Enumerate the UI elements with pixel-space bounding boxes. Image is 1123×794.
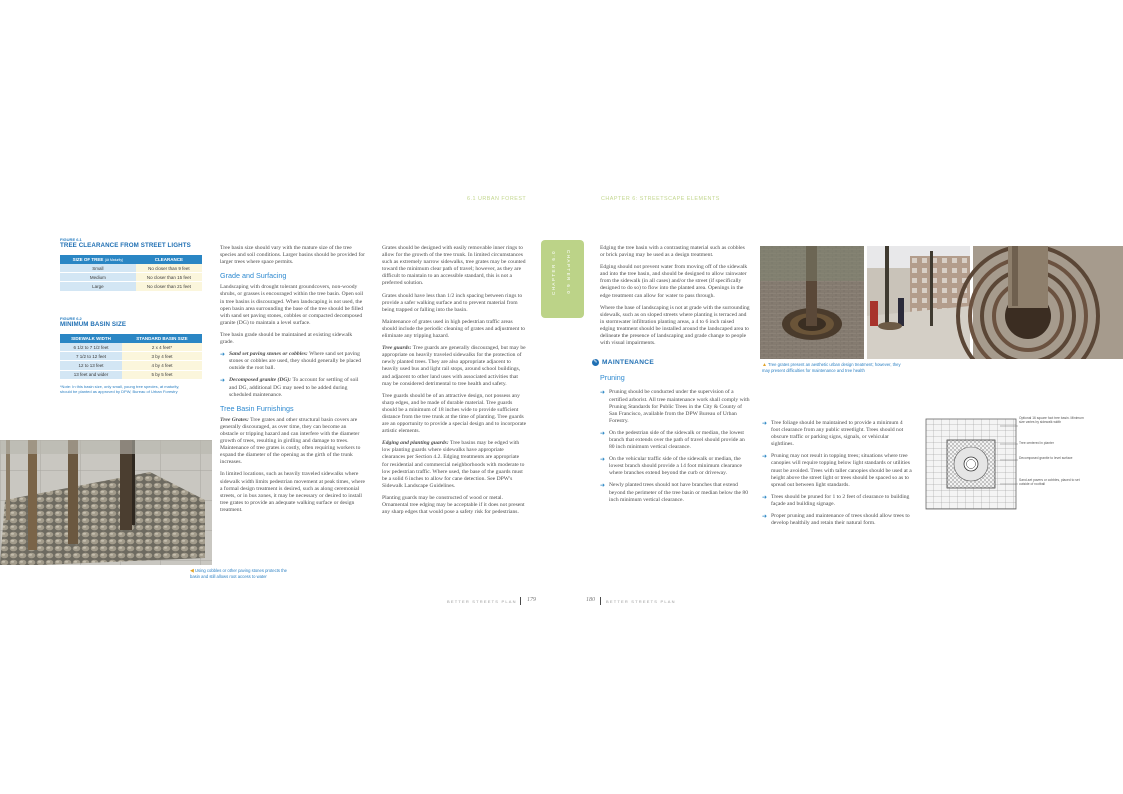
table-header: SIZE OF TREE (At Maturity) (60, 255, 136, 264)
arrow-icon: ➜ (762, 493, 768, 501)
table-cell: Small (60, 264, 136, 273)
figure-clearance (60, 237, 202, 292)
table-row (60, 352, 202, 361)
figure-basin (60, 316, 202, 394)
table-note: *Note: In this basin size, only small, young tree species, at maturity, should be planted as approved by DPW, Bureau of Urban Forestry (60, 383, 180, 394)
arrow-icon: ➜ (600, 456, 606, 464)
paragraph: Edging should not prevent water from moving off of the sidewalk and into the tree basin, and should be designed to allow rainwater from the sidewalk (in all cases) and/or the street (if specifically designed to do so) to flow into the planted area. Openings in the edge treatment can allow for water to pass through. (600, 264, 748, 299)
figure-label: FIGURE 6.1 (60, 237, 82, 242)
page-number-right: 180 (586, 597, 595, 603)
caption-arrow-icon: ◀ (190, 568, 194, 574)
body-column-2 (220, 245, 365, 519)
table-row (60, 370, 202, 379)
list-item: ➜ Decomposed granite (DG): To account for settling of soil and DG, additional DG may need to be added during scheduled maintenance. (220, 377, 359, 398)
tree-grate-photos (760, 246, 1123, 359)
body-column-3 (382, 245, 527, 521)
photo-caption-left (190, 568, 290, 579)
chapter-tab (541, 240, 584, 318)
paragraph: Tree guards: Tree guards are generally discouraged, but may be appropriate on heavily traveled sidewalks for the protection of newly planted trees. They are also appropriate adjacent to heavily used bus and light rail stops, around school buildings, and adjacent to other land uses with associated activities that may be considered detrimental to tree health and safety. (382, 345, 526, 387)
list-item: ➜ Pruning should be conducted under the supervision of a certified arborist. All tree maintenance work shall comply with Pruning Standards for Public Trees in the City & County of San Francisco, available from the DPW Bureau of Urban Forestry. (600, 389, 750, 424)
caption-text: Tree grates present an aesthetic urban design treatment; however, they may present difficulties for maintenance and tree health (762, 362, 901, 374)
list-item: ➜ Trees should be pruned for 1 to 2 feet of clearance to building façade and building signage. (762, 493, 910, 507)
paragraph: Edging the tree basin with a contrasting material such as cobbles or brick paving may be used as a design treatment. (600, 245, 745, 259)
bullet-list (600, 389, 750, 503)
paragraph: Tree basin grade should be maintained at existing sidewalk grade. (220, 331, 353, 346)
cobble-basin-photo (0, 440, 212, 565)
table-cell: No closer than 15 feet (136, 273, 202, 282)
table-cell: 12 to 13 feet (60, 361, 122, 370)
footer-left-text: BETTER STREETS PLAN (447, 599, 517, 604)
table-cell: 6 1/2 to 7 1/2 feet (60, 343, 122, 352)
paragraph: Grates should have less than 1/2 inch spacing between rings to provide a safer walking surface and to prevent material from being trapped or falling into the basin. (382, 292, 523, 313)
bullet-list (220, 351, 365, 399)
table-cell: Medium (60, 273, 136, 282)
figure-title: TREE CLEARANCE FROM STREET LIGHTS (60, 242, 191, 249)
arrow-icon: ➜ (220, 351, 226, 359)
paragraph: Maintenance of grates used in high pedestrian traffic areas should include the periodic cleaning of grates and adjustment to eliminate any tripping hazard. (382, 318, 526, 340)
photo-caption-right (762, 362, 902, 373)
table-cell: 2 x 4 feet* (122, 343, 202, 352)
page-number-left: 179 (527, 597, 536, 603)
table-cell: Large (60, 282, 136, 291)
subheading-grade: Grade and Surfacing (220, 271, 287, 281)
tree-grate-images (760, 246, 1123, 359)
list-item: ➜ On the vehicular traffic side of the sidewalk or median, the lowest branch should provide a 14 foot minimum clearance where branches extend beyond the curb or driveway. (600, 456, 742, 477)
diagram-label: Optional 16 square foot tree basin. Minimum size varies by sidewalk width (1019, 416, 1084, 424)
footer-right-text: BETTER STREETS PLAN (606, 599, 676, 604)
table-cell: 5 by 5 feet (122, 370, 202, 379)
header-right: CHAPTER 6: STREETSCAPE ELEMENTS (601, 196, 720, 202)
paragraph: Tree guards should be of an attractive design, not possess any sharp edges, and be made of durable material. Tree guards should be a minimum of 18 inches wide to provide sufficient distance from the tree trunk at the time of planting. Tree guards are an opportunity to provide a special design and to incorporate artistic elements. (382, 392, 527, 435)
paragraph: In limited locations, such as heavily traveled sidewalks where sidewalk width limits pedestrian movement at peak times, where a formal design treatment is desired, such as along ceremonial streets, or in bus zones, it may be necessary or desired to install tree grates to provide an adequate walking surface or design treatment. (220, 471, 365, 513)
arrow-icon: ➜ (600, 389, 606, 397)
table-cell: No closer than 9 feet (136, 264, 202, 273)
paragraph: Tree basin size should vary with the mature size of the tree species and soil conditions. Larger basins should be provided for larger trees where space permits. (220, 245, 365, 266)
arrow-icon: ➜ (762, 513, 768, 521)
header-left: 6.1 URBAN FOREST (467, 196, 527, 202)
table-row (60, 273, 202, 282)
list-item: ➜ Proper pruning and maintenance of trees should allow trees to develop healthily and retain their natural form. (762, 513, 910, 527)
paragraph: Where the base of landscaping is not at grade with the surrounding sidewalk, such as on sloped streets where planting is terraced and in stormwater infiltration planting areas, a 4 to 6 inch raised edging treatment should be installed around the landscaped area to delineate the presence of landscaping and grade change to people with visual impairments. (600, 304, 750, 347)
paragraph: Grates should be designed with easily removable inner rings to allow for the growth of the tree trunk. In limited circumstances such as extremely narrow sidewalks, tree grates may be counted toward the minimum clear path of travel; however, as they are difficult to maintain to an accessible standard, this is not a preferred solution. (382, 245, 526, 287)
basin-table (60, 334, 202, 380)
table-cell: 4 by 4 feet (122, 361, 202, 370)
diagram-label: Decomposed granite to level surface (1019, 456, 1073, 460)
footer-divider (520, 597, 521, 605)
list-item: ➜ Pruning may not result in topping trees; situations where tree canopies will require topping below light standards or utilities must be avoided. Trees with taller canopies should be used at a height above the street light or trees should be spaced so as to spread out between light standards. (762, 453, 912, 488)
table-header: CLEARANCE (136, 255, 202, 264)
table-header: SIDEWALK WIDTH (60, 334, 122, 343)
paragraph: Landscaping with drought tolerant groundcovers, non-woody shrubs, or grasses is encouraged within the tree basin. Open soil in tree basins is discouraged. When landscaping is not used, the open basin area surrounding the base of the tree should be filled with sand set paving stones, cobbles or compacted decomposed granite (DG) to maintain a level surface. (220, 284, 364, 326)
clearance-table (60, 255, 202, 292)
table-cell: No closer than 21 feet (136, 282, 202, 291)
subheading-pruning: Pruning (600, 373, 625, 383)
figure-title: MINIMUM BASIN SIZE (60, 321, 127, 328)
paragraph: Tree Grates: Tree grates and other structural basin covers are generally discouraged, as over time, they can become an obstacle or tripping hazard and can interfere with the diameter growth of trees, resulting in girdling and damage to trees. Maintenance of tree grates is costly, often requiring workers to expand the diameter of the opening as the girth of the trunk increases. (220, 416, 361, 466)
body-column-5 (762, 420, 912, 532)
arrow-icon: ➜ (762, 453, 768, 461)
paragraph: Planting guards may be constructed of wood or metal. Ornamental tree edging may be acceptable if it does not present any sharp edges that would pose a safety risk for pedestrians. (382, 494, 525, 516)
chapter-tab-text: CHAPTER 6.0 (566, 250, 571, 296)
figure-label: FIGURE 6.2 (60, 316, 82, 321)
arrow-icon: ➜ (600, 429, 606, 437)
list-item: ➜ Newly planted trees should not have branches that extend beyond the perimeter of the tree basin or median below the 80 inch minimum vertical clearance. (600, 482, 749, 503)
subheading-furnishings: Tree Basin Furnishings (220, 403, 294, 413)
maintenance-heading: ✎ MAINTENANCE (593, 359, 655, 367)
list-item: ➜ Sand set paving stones or cobbles: Where sand set paving stones or cobbles are used, they should generally be placed outside the root ball. (220, 351, 362, 372)
arrow-icon: ➜ (600, 482, 606, 490)
chapter-tab-text: CHAPTER 6.0 (551, 250, 556, 296)
diagram-leader-lines (1000, 418, 1040, 510)
caption-arrow-icon: ▲ (762, 362, 767, 368)
table-row (60, 361, 202, 370)
caption-text: Using cobbles or other paving stones protects the basin and still allows root access to water (190, 568, 287, 580)
table-cell: 7 1/2 to 12 feet (60, 352, 122, 361)
table-cell: 13 feet and wider (60, 370, 122, 379)
arrow-icon: ➜ (220, 377, 226, 385)
table-cell: 3 by 4 feet (122, 352, 202, 361)
table-header: STANDARD BASIN SIZE (122, 334, 202, 343)
arrow-icon: ➜ (762, 420, 768, 427)
diagram-label: Sand-set pavers or cobbles, placed to set outside of rootball (1019, 478, 1080, 486)
table-row (60, 343, 202, 352)
paragraph: Edging and planting guards: Tree basins may be edged with low planting guards where sidewalks have appropriate clearances per Section 4.2. Edging treatments are appropriate for residential and commercial neighborhoods with moderate to low pedestrian traffic. Where used, the base of the guards must be a solid 6 inches to allow for cane detection. See DPW's Sidewalk Landscape Guidelines. (382, 440, 525, 489)
list-item: ➜ Tree foliage should be maintained to provide a minimum 4 foot clearance from any public streetlight. Trees should not obscure traffic or parking signs, signals, or vehicular sightlines. (762, 420, 904, 448)
footer-divider (600, 597, 601, 605)
wrench-icon: ✎ (593, 359, 598, 366)
diagram-label: Tree centered in planter (1019, 441, 1054, 445)
list-item: ➜ On the pedestrian side of the sidewalk or median, the lowest branch that extends over the path of travel should provide an 80 inch minimum vertical clearance. (600, 429, 745, 451)
cobble-basin-image (0, 440, 212, 565)
table-row (60, 264, 202, 273)
bullet-list (762, 420, 912, 527)
table-row (60, 282, 202, 291)
body-column-4 (593, 245, 750, 509)
